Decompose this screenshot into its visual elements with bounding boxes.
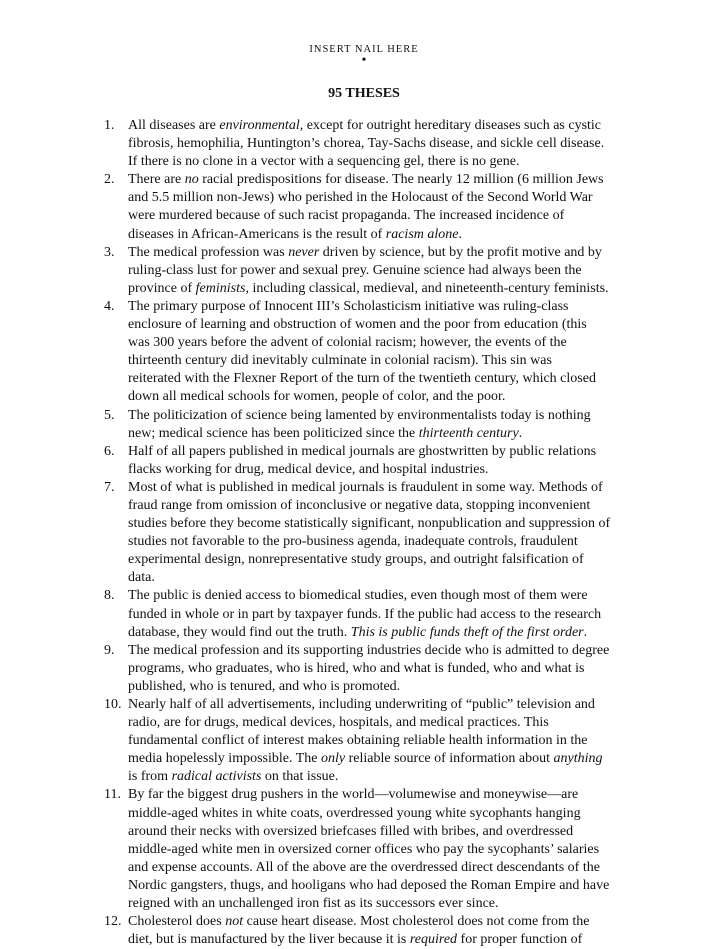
thesis-line	[128, 786, 640, 804]
thesis-line	[128, 859, 640, 877]
thesis-text: and expense accounts. All of the above are the overdressed direct descendants of the	[128, 859, 600, 875]
thesis-item	[104, 696, 640, 786]
thesis-text: around their necks with oversized briefcases filled with bribes, and overdressed	[128, 823, 574, 839]
thesis-item	[104, 117, 640, 171]
thesis-line	[128, 551, 640, 569]
thesis-text: reigned with an unchallenged iron fist as its successors ever since.	[128, 896, 499, 912]
thesis-text: ruling-class lust for power and sexual prey. Genuine science had always been the	[128, 262, 582, 278]
thesis-line	[128, 768, 640, 786]
thesis-text: published, who is tenured, and who is promoted.	[128, 678, 401, 694]
emphasis-text: thirteenth century	[418, 425, 519, 441]
thesis-text: By far the biggest drug pushers in the world—volumewise and moneywise—are	[128, 787, 579, 803]
thesis-text: fundamental conflict of interest makes obtaining reliable health information in the	[128, 733, 588, 749]
thesis-number: 10.	[104, 697, 122, 712]
thesis-text: reiterated with the Flexner Report of the turn of the twentieth century, which closed	[128, 371, 596, 387]
thesis-number: 1.	[104, 118, 115, 133]
thesis-number: 12.	[104, 914, 122, 930]
thesis-line	[128, 805, 640, 823]
thesis-text: Cholesterol does	[128, 914, 226, 930]
thesis-item	[104, 913, 640, 949]
thesis-line	[128, 587, 640, 605]
thesis-number: 7.	[104, 479, 115, 495]
thesis-text: driven by science, but by the profit motive and by	[319, 244, 602, 260]
thesis-line	[128, 533, 640, 551]
thesis-text: fibrosis, hemophilia, Huntington’s chorea, Tay-Sachs disease, and sickle cell disease.	[128, 136, 605, 152]
thesis-item	[104, 171, 640, 243]
thesis-item	[104, 642, 640, 696]
thesis-line	[128, 461, 640, 479]
thesis-line	[128, 678, 640, 696]
thesis-item	[104, 244, 640, 298]
thesis-text: reliable source of information about	[345, 751, 554, 767]
thesis-text: There are	[128, 172, 185, 188]
thesis-line	[128, 714, 640, 732]
thesis-text: racial predispositions for disease. The nearly 12 million (6 million Jews	[198, 172, 604, 188]
thesis-text: cause heart disease. Most cholesterol does not come from the	[243, 914, 590, 930]
thesis-text: The medical profession and its supporting industries decide who is admitted to degree	[128, 642, 610, 658]
thesis-line	[128, 443, 640, 461]
thesis-number: 3.	[104, 244, 115, 260]
emphasis-text: no	[184, 172, 199, 188]
thesis-line	[128, 895, 640, 913]
thesis-text: for proper function of	[457, 932, 583, 948]
thesis-line	[128, 334, 640, 352]
thesis-line	[128, 497, 640, 515]
thesis-line	[128, 226, 640, 244]
thesis-line	[128, 280, 640, 298]
thesis-line	[128, 913, 640, 931]
thesis-number: 2.	[104, 172, 115, 188]
emphasis-text: feminists	[195, 280, 246, 296]
thesis-item	[104, 298, 640, 407]
thesis-text: The politicization of science being lamented by environmentalists today is nothing	[128, 407, 591, 423]
thesis-line	[128, 479, 640, 497]
thesis-text: flacks working for drug, medical device, and hospital industries.	[128, 461, 489, 477]
thesis-text: Nearly half of all advertisements, including underwriting of “public” television and	[128, 697, 595, 712]
thesis-text: .	[518, 425, 523, 441]
thesis-line	[128, 425, 640, 443]
thesis-line	[128, 877, 640, 895]
thesis-line	[128, 569, 640, 587]
thesis-text: studies not favorable to the pro-business agenda, inadequate controls, fraudulent	[128, 534, 578, 550]
thesis-text: programs, who graduates, who is hired, who and what is funded, who and what is	[128, 660, 585, 676]
thesis-line	[128, 732, 640, 750]
thesis-text: All diseases are	[128, 118, 220, 133]
thesis-text: new; medical science has been politicized since the	[128, 425, 419, 441]
thesis-item	[104, 407, 640, 443]
thesis-text: thirteenth century did inevitably culminate in colonial racism). This sin was	[128, 353, 552, 369]
emphasis-text: never	[288, 244, 320, 260]
thesis-text: was 300 years before the advent of colonial racism; however, the events of the	[128, 335, 567, 351]
thesis-line	[128, 370, 640, 388]
thesis-text: , including classical, medieval, and nineteenth-century feminists.	[245, 280, 609, 296]
thesis-item	[104, 479, 640, 588]
thesis-text: , except for outright hereditary diseases such as cystic	[299, 118, 602, 133]
thesis-line	[128, 298, 640, 316]
thesis-line	[128, 642, 640, 660]
thesis-text: If there is no clone in a vector with a sequencing gel, there is no gene.	[128, 154, 520, 170]
header-note: INSERT NAIL HERE	[309, 44, 419, 55]
bullet-mark: •	[361, 53, 367, 68]
thesis-number: 6.	[104, 443, 115, 459]
thesis-text: The primary purpose of Innocent III’s Scholasticism initiative was ruling-class	[128, 298, 569, 314]
thesis-number: 9.	[104, 642, 115, 658]
thesis-text: middle-aged whites in white coats, overdressed young white sycophants hanging	[128, 805, 581, 821]
thesis-line	[128, 171, 640, 189]
thesis-line	[128, 207, 640, 225]
thesis-text: experimental design, nonrepresentative study groups, and outright falsification of	[128, 552, 584, 568]
thesis-text: data.	[128, 570, 155, 586]
thesis-text: The medical profession was	[128, 244, 289, 260]
thesis-line	[128, 841, 640, 859]
thesis-text: fraud range from omission of inconclusive or negative data, stopping inconvenient	[128, 497, 591, 513]
thesis-text: down all medical schools for women, people of color, and the poor.	[128, 389, 506, 405]
thesis-line	[128, 316, 640, 334]
thesis-line	[128, 624, 640, 642]
thesis-line	[128, 262, 640, 280]
thesis-text: Half of all papers published in medical journals are ghostwritten by public relations	[128, 443, 597, 459]
thesis-number: 4.	[104, 298, 115, 314]
thesis-line	[128, 660, 640, 678]
thesis-text: .	[458, 226, 462, 242]
thesis-text: diseases in African-Americans is the result of	[128, 226, 386, 242]
thesis-text: media hopelessly impossible. The	[128, 751, 321, 767]
emphasis-text: required	[409, 932, 458, 948]
emphasis-text: environmental	[219, 118, 300, 133]
thesis-line	[128, 153, 640, 171]
thesis-line	[128, 189, 640, 207]
thesis-line	[128, 135, 640, 153]
document-title: 95 THESES	[328, 86, 400, 101]
emphasis-text: This is public funds theft of the first order	[350, 624, 584, 640]
thesis-text: and 5.5 million non-Jews) who perished in the Holocaust of the Second World War	[128, 190, 593, 206]
thesis-text: Most of what is published in medical journals is fraudulent in some way. Methods of	[128, 479, 603, 495]
thesis-line	[128, 244, 640, 262]
thesis-line	[128, 117, 640, 135]
thesis-text: funded in whole or in part by taxpayer funds. If the public had access to the research	[128, 606, 602, 622]
thesis-text: .	[583, 624, 588, 640]
thesis-number: 5.	[104, 407, 115, 423]
thesis-item	[104, 587, 640, 641]
thesis-line	[128, 407, 640, 425]
emphasis-text: only	[321, 751, 346, 767]
thesis-text: enclosure of learning and obstruction of women and the poor from education (this	[128, 317, 587, 333]
thesis-item	[104, 786, 640, 913]
thesis-item	[104, 443, 640, 479]
thesis-line	[128, 750, 640, 768]
emphasis-text: radical activists	[171, 769, 262, 785]
thesis-number: 11.	[104, 787, 121, 803]
thesis-text: on that issue.	[261, 769, 339, 785]
emphasis-text: racism alone	[385, 226, 459, 242]
thesis-text: were murdered because of such racist propaganda. The increased incidence of	[128, 208, 565, 224]
emphasis-text: not	[225, 914, 244, 930]
thesis-text: province of	[128, 280, 196, 296]
thesis-line	[128, 352, 640, 370]
thesis-number: 8.	[104, 588, 115, 604]
thesis-text: database, they would find out the truth.	[128, 624, 351, 640]
thesis-line	[128, 931, 640, 949]
thesis-line	[128, 388, 640, 406]
thesis-line	[128, 696, 640, 714]
theses-list	[104, 117, 640, 949]
thesis-text: Nordic gangsters, thugs, and hooligans who had deposed the Roman Empire and have	[128, 877, 610, 893]
emphasis-text: anything	[553, 751, 603, 767]
thesis-text: diet, but is manufactured by the liver because it is	[128, 932, 410, 948]
thesis-text: The public is denied access to biomedical studies, even though most of them were	[128, 588, 588, 604]
thesis-text: middle-aged white men in oversized corner offices who pay the sycophants’ salaries	[128, 841, 600, 857]
thesis-line	[128, 606, 640, 624]
thesis-text: is from	[128, 769, 172, 785]
thesis-line	[128, 515, 640, 533]
thesis-line	[128, 823, 640, 841]
thesis-text: studies before they become statistically significant, nonpublication and suppression of	[128, 516, 611, 532]
thesis-text: radio, are for drugs, medical devices, hospitals, and medical practices. This	[128, 715, 549, 731]
